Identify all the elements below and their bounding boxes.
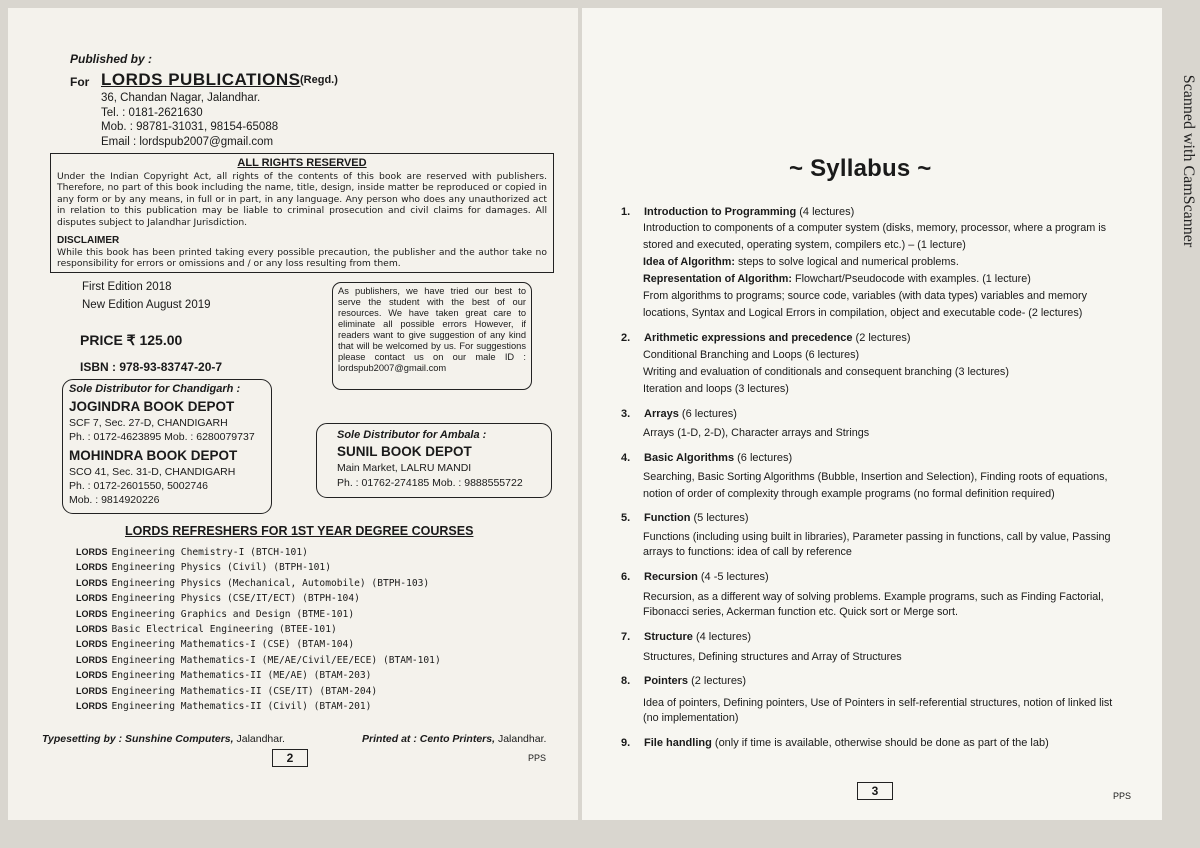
distributor-heading: Sole Distributor for Ambala : [337, 429, 487, 441]
section-line: Functions (including using built in libraries), Parameter passing in functions, call by value, Passing [643, 531, 1111, 543]
isbn: ISBN : 978-93-83747-20-7 [80, 360, 223, 374]
section-line: Searching, Basic Sorting Algorithms (Bubble, Insertion and Selection), Finding roots of equations, [643, 471, 1108, 483]
section-number: 8. [621, 675, 631, 687]
disclaimer-text: While this book has been printed taking every possible precaution, the publisher and the author take no responsibility for errors or omissions and / or any loss resulting from them. [57, 247, 547, 270]
disclaimer-title: DISCLAIMER [57, 235, 120, 246]
phone-line: Tel. : 0181-2621630 [101, 106, 203, 119]
section-line: Structures, Defining structures and Array of Structures [643, 651, 902, 663]
mobile-line: Mob. : 98781-31031, 98154-65088 [101, 121, 279, 133]
printer-credit: Printed at : Cento Printers, Jalandhar. [362, 733, 547, 745]
distributor-name: MOHINDRA BOOK DEPOT [69, 448, 238, 463]
section-line: Iteration and loops (3 lectures) [643, 383, 789, 395]
section-number: 2. [621, 332, 631, 344]
page-number: 3 [857, 782, 893, 800]
section-heading: Recursion (4 -5 lectures) [644, 571, 769, 583]
list-item: LORDS Engineering Mathematics-II (ME/AE) (BTAM-203) [76, 670, 372, 682]
section-line: Writing and evaluation of conditionals and consequent branching (3 lectures) [643, 366, 1009, 378]
list-item: LORDS Engineering Mathematics-II (Civil) (BTAM-201) [76, 701, 372, 713]
list-item: LORDS Engineering Graphics and Design (BTME-101) [76, 608, 355, 620]
distributor-phone: Ph. : 0172-4623895 Mob. : 6280079737 [69, 431, 255, 443]
section-number: 7. [621, 631, 631, 643]
regd-label: (Regd.) [300, 74, 338, 86]
page-number: 2 [272, 749, 308, 767]
publisher-address [101, 91, 278, 149]
watermark-text: Scanned with CamScanner [1180, 74, 1197, 248]
list-item: LORDS Engineering Physics (Civil) (BTPH-101) [76, 562, 331, 574]
list-item: LORDS Basic Electrical Engineering (BTEE-101) [76, 624, 337, 636]
list-item: LORDS Engineering Mathematics-I (ME/AE/Civil/EE/ECE) (BTAM-101) [76, 654, 441, 666]
distributor-heading: Sole Distributor for Chandigarh : [69, 383, 241, 395]
rights-title: ALL RIGHTS RESERVED [237, 157, 367, 169]
list-item: LORDS Engineering Physics (CSE/IT/ECT) (BTPH-104) [76, 593, 360, 605]
list-item: LORDS Engineering Chemistry-I (BTCH-101) [76, 547, 308, 558]
page-title: ~ Syllabus ~ [789, 155, 932, 182]
address-line: 36, Chandan Nagar, Jalandhar. [101, 92, 261, 104]
section-line: Idea of Algorithm: steps to solve logical and numerical problems. [643, 256, 959, 268]
section-heading: Basic Algorithms (6 lectures) [644, 452, 793, 464]
camscanner-watermark [1166, 20, 1200, 320]
publisher-name: LORDS PUBLICATIONS [101, 70, 301, 89]
section-line: Arrays (1-D, 2-D), Character arrays and Strings [643, 427, 870, 439]
typesetting-credit: Typesetting by : Sunshine Computers, Jalandhar. [42, 733, 285, 745]
section-line: Idea of pointers, Defining pointers, Use of Pointers in self-referential structures, notion of linked list [643, 697, 1113, 709]
section-heading: Pointers (2 lectures) [644, 675, 747, 687]
new-edition: New Edition August 2019 [82, 299, 211, 311]
chandigarh-distributor-box [62, 379, 272, 514]
section-line: stored and executed, operating system, compilers etc.) – (1 lecture) [643, 239, 966, 251]
section-heading: Arrays (6 lectures) [644, 408, 737, 420]
list-item: LORDS Engineering Mathematics-II (CSE/IT) (BTAM-204) [76, 685, 378, 697]
section-line: locations, Syntax and Logical Errors in compilation, object and executable code- (2 lectures) [643, 307, 1083, 319]
section-number: 6. [621, 571, 631, 583]
section-number: 4. [621, 452, 631, 464]
published-by-label: Published by : [70, 52, 153, 66]
list-item: LORDS Engineering Mathematics-I (CSE) (BTAM-104) [76, 639, 355, 651]
section-heading: Structure (4 lectures) [644, 631, 751, 643]
section-heading: File handling (only if time is available, otherwise should be done as part of the lab) [644, 737, 1049, 749]
rights-box [50, 153, 554, 273]
section-number: 1. [621, 206, 631, 218]
ambala-distributor-box [316, 423, 552, 498]
section-line: Recursion, as a different way of solving problems. Example programs, such as Finding Factorial, [643, 591, 1104, 603]
first-edition: First Edition 2018 [82, 281, 172, 293]
list-item: LORDS Engineering Physics (Mechanical, Automobile) (BTPH-103) [76, 577, 430, 589]
section-line: Conditional Branching and Loops (6 lectures) [643, 349, 860, 361]
section-line: arrays to functions: idea of call by reference [643, 546, 852, 558]
section-heading: Introduction to Programming (4 lectures) [644, 206, 855, 218]
distributor-mobile: Mob. : 9814920226 [69, 494, 160, 506]
rights-text: Under the Indian Copyright Act, all rights of the contents of this book are reserved with publishers. Therefore, no part of this book including the name, title, design, inside matter be reproduced or copied in any form or by any means, in full or in part, in any language. Any person who does any unauthorized act in relation to this publication may be liable to criminal prosecution and civil claims for damages. All disputes subject to Jalandhar Jurisdiction. [57, 171, 547, 228]
section-number: 9. [621, 737, 631, 749]
section-line: notion of order of complexity through example programs (no formal definition required) [643, 488, 1055, 500]
distributor-phone: Ph. : 0172-2601550, 5002746 [69, 480, 208, 492]
distributor-address: SCF 7, Sec. 27-D, CHANDIGARH [69, 417, 228, 429]
section-heading: Arithmetic expressions and precedence (2 lectures) [644, 332, 911, 344]
section-heading: Function (5 lectures) [644, 512, 749, 524]
distributor-address: SCO 41, Sec. 31-D, CHANDIGARH [69, 466, 236, 478]
distributor-phone: Ph. : 01762-274185 Mob. : 9888555722 [337, 477, 523, 489]
pps-label: PPS [1113, 791, 1132, 801]
pps-label: PPS [528, 753, 547, 763]
section-line: Representation of Algorithm: Flowchart/Pseudocode with examples. (1 lecture) [643, 273, 1031, 285]
price: PRICE ₹ 125.00 [80, 332, 183, 348]
refreshers-title: LORDS REFRESHERS FOR 1ST YEAR DEGREE COURSES [125, 524, 474, 538]
section-number: 5. [621, 512, 631, 524]
for-label: For [70, 75, 90, 89]
book-list [76, 545, 441, 714]
suggestion-note: As publishers, we have tried our best to serve the student with the best of our resources. We have taken great care to eliminate all possible errors However, if readers want to give suggestion of any kind that will be welcomed by us. For suggestions please contact us on our male ID : lordspub2007@gmail.com [332, 282, 532, 390]
section-line: Introduction to components of a computer system (disks, memory, processor, where a program is [643, 222, 1107, 234]
distributor-address: Main Market, LALRU MANDI [337, 462, 472, 474]
distributor-name: JOGINDRA BOOK DEPOT [69, 399, 235, 414]
section-line: Fibonacci series, Ackerman function etc. Quick sort or Merge sort. [643, 606, 959, 618]
section-line: From algorithms to programs; source code, variables (with data types) variables and memory [643, 290, 1088, 302]
section-number: 3. [621, 408, 631, 420]
section-line: (no implementation) [643, 712, 739, 724]
distributor-name: SUNIL BOOK DEPOT [337, 444, 472, 459]
email-line: Email : lordspub2007@gmail.com [101, 135, 274, 148]
